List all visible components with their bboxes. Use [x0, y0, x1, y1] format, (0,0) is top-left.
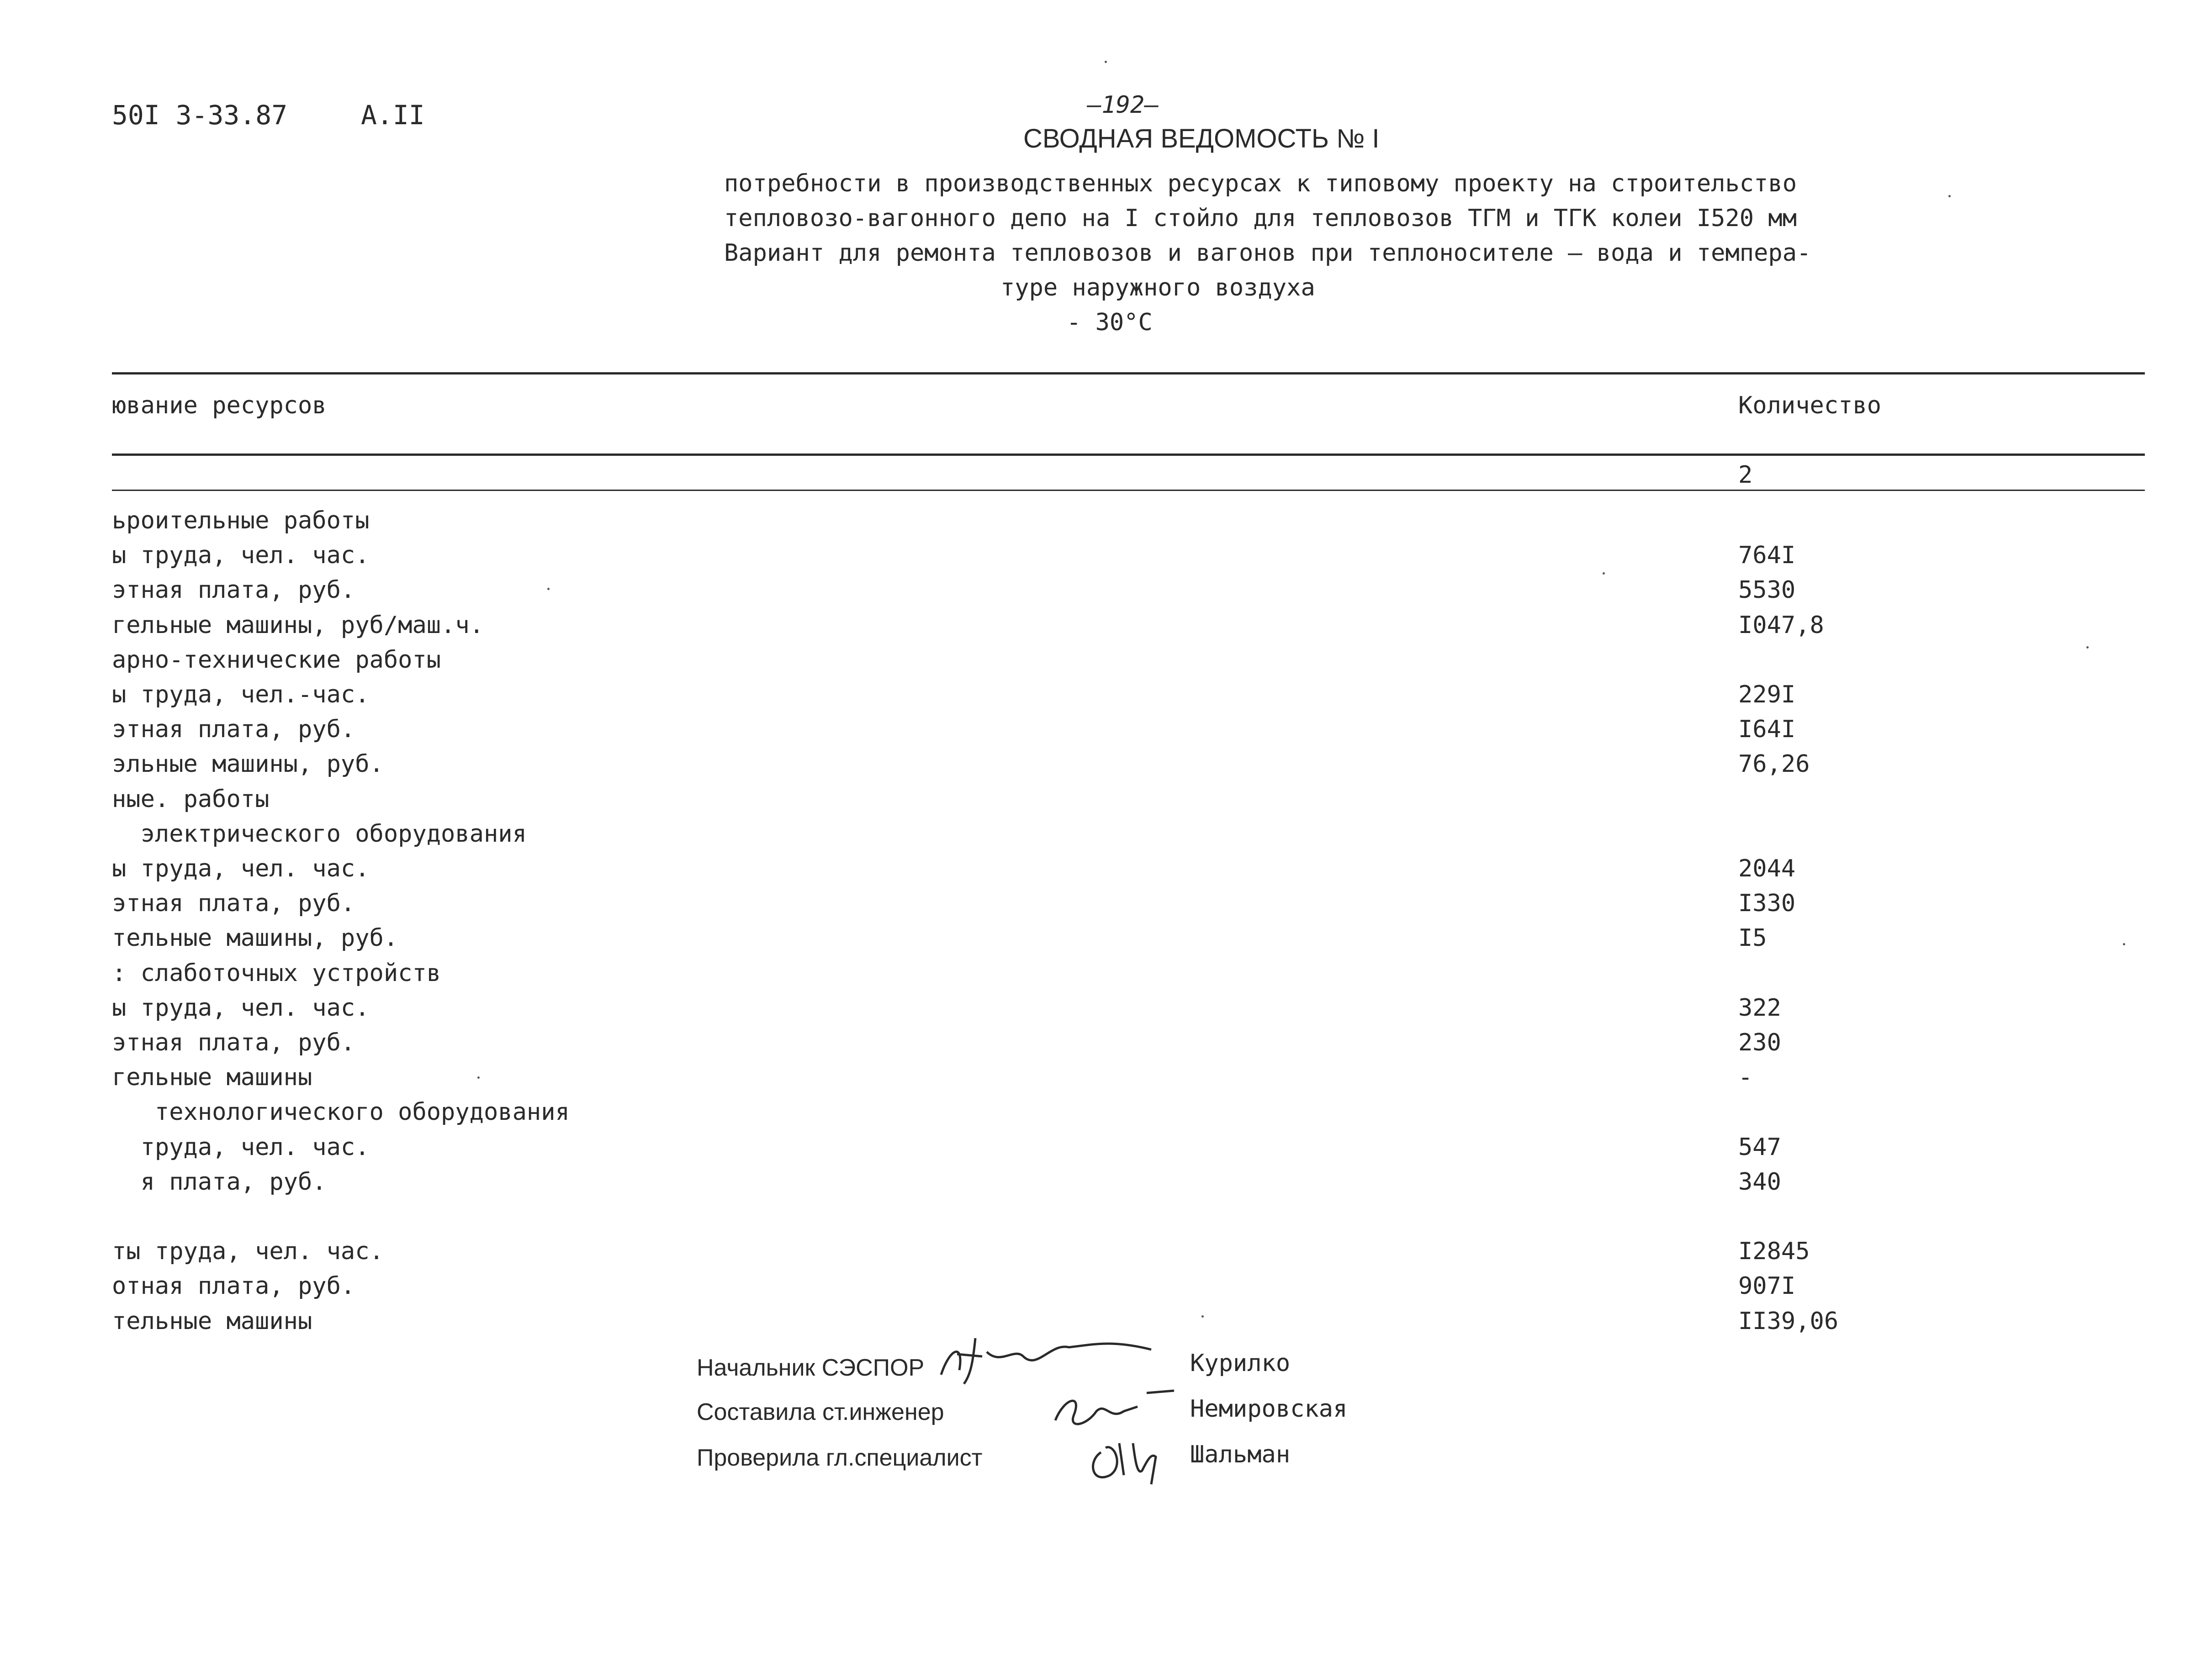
row-resource-name: электрического оборудования: [112, 820, 527, 848]
signature-name-2: Немировская: [1190, 1395, 1348, 1423]
row-quantity: 547: [1738, 1134, 1781, 1161]
row-quantity: I2845: [1738, 1238, 1810, 1265]
numbers-bottom-rule: [112, 490, 2145, 491]
table-top-rule: [112, 372, 2145, 374]
row-resource-name: ты труда, чел. час.: [112, 1238, 384, 1265]
row-resource-name: тельные машины: [112, 1308, 312, 1335]
row-resource-name: отная плата, руб.: [112, 1272, 355, 1300]
scan-speck: [1603, 572, 1605, 575]
scan-speck: [477, 1076, 480, 1079]
row-resource-name: ы труда, чел. час.: [112, 542, 370, 569]
row-quantity: 230: [1738, 1029, 1781, 1056]
row-resource-name: ы труда, чел. час.: [112, 994, 370, 1022]
row-resource-name: эльные машины, руб.: [112, 750, 384, 778]
description-line-1: потребности в производственных ресурсах к типовому проекту на строительство: [724, 170, 1797, 197]
row-resource-name: технологического оборудования: [112, 1098, 570, 1126]
signature-role-3: Проверила гл.специалист: [697, 1445, 983, 1471]
header-bottom-rule: [112, 454, 2145, 456]
row-quantity: 5530: [1738, 576, 1796, 604]
column-number-quantity: 2: [1738, 461, 1753, 489]
description-line-2: тепловозо-вагонного депо на I стойло для тепловозов ТГМ и ТГК колеи I520 мм: [724, 205, 1797, 232]
description-line-3: Вариант для ремонта тепловозов и вагонов при теплоносителе – вода и темпера-: [724, 239, 1811, 267]
signature-role-2: Составила ст.инженер: [697, 1399, 944, 1425]
scan-speck: [2086, 646, 2089, 649]
row-quantity: I5: [1738, 924, 1767, 952]
scan-speck: [2123, 943, 2125, 945]
row-quantity: 2044: [1738, 855, 1796, 882]
row-resource-name: арно-технические работы: [112, 646, 441, 674]
document-title: СВОДНАЯ ВЕДОМОСТЬ № I: [1023, 124, 1380, 153]
row-quantity: 76,26: [1738, 750, 1810, 778]
description-line-5: - 30°С: [1067, 309, 1153, 336]
row-resource-name: этная плата, руб.: [112, 890, 355, 917]
row-resource-name: гельные машины, руб/маш.ч.: [112, 612, 484, 639]
row-resource-name: ьроительные работы: [112, 507, 370, 534]
row-quantity: 322: [1738, 994, 1781, 1022]
page-number: –192–: [1087, 91, 1159, 119]
row-resource-name: ы труда, чел.-час.: [112, 681, 370, 708]
row-resource-name: труда, чел. час.: [112, 1134, 370, 1161]
row-resource-name: тельные машины, руб.: [112, 924, 398, 952]
description-line-4: туре наружного воздуха: [1000, 274, 1315, 301]
column-header-quantity: Количество: [1738, 392, 1882, 419]
row-resource-name: этная плата, руб.: [112, 1029, 355, 1056]
row-quantity: 229I: [1738, 681, 1796, 708]
row-resource-name: гельные машины: [112, 1064, 312, 1091]
row-quantity: 340: [1738, 1168, 1781, 1196]
signature-name-3: Шальман: [1190, 1441, 1291, 1468]
scan-speck: [1948, 195, 1951, 197]
signature-name-1: Курилко: [1190, 1350, 1291, 1377]
row-resource-name: ные. работы: [112, 786, 270, 813]
column-header-name: ювание ресурсов: [112, 392, 327, 419]
row-quantity: 764I: [1738, 542, 1796, 569]
handwritten-signature-3: [1083, 1425, 1174, 1489]
row-quantity: II39,06: [1738, 1308, 1839, 1335]
document-code: 50I 3-33.87: [112, 100, 288, 131]
signature-role-1: Начальник СЭСПОР: [697, 1355, 925, 1381]
row-quantity: I047,8: [1738, 612, 1824, 639]
row-resource-name: ы труда, чел. час.: [112, 855, 370, 882]
scan-speck: [1201, 1315, 1204, 1318]
row-resource-name: я плата, руб.: [112, 1168, 327, 1196]
row-quantity: I330: [1738, 890, 1796, 917]
sheet-code: А.II: [361, 100, 425, 131]
scan-speck: [1105, 61, 1107, 63]
row-resource-name: этная плата, руб.: [112, 576, 355, 604]
scan-speck: [547, 588, 550, 590]
row-resource-name: : слаботочных устройств: [112, 960, 441, 987]
row-quantity: -: [1738, 1064, 1753, 1091]
row-quantity: 907I: [1738, 1272, 1796, 1300]
row-resource-name: этная плата, руб.: [112, 716, 355, 743]
row-quantity: I64I: [1738, 716, 1796, 743]
